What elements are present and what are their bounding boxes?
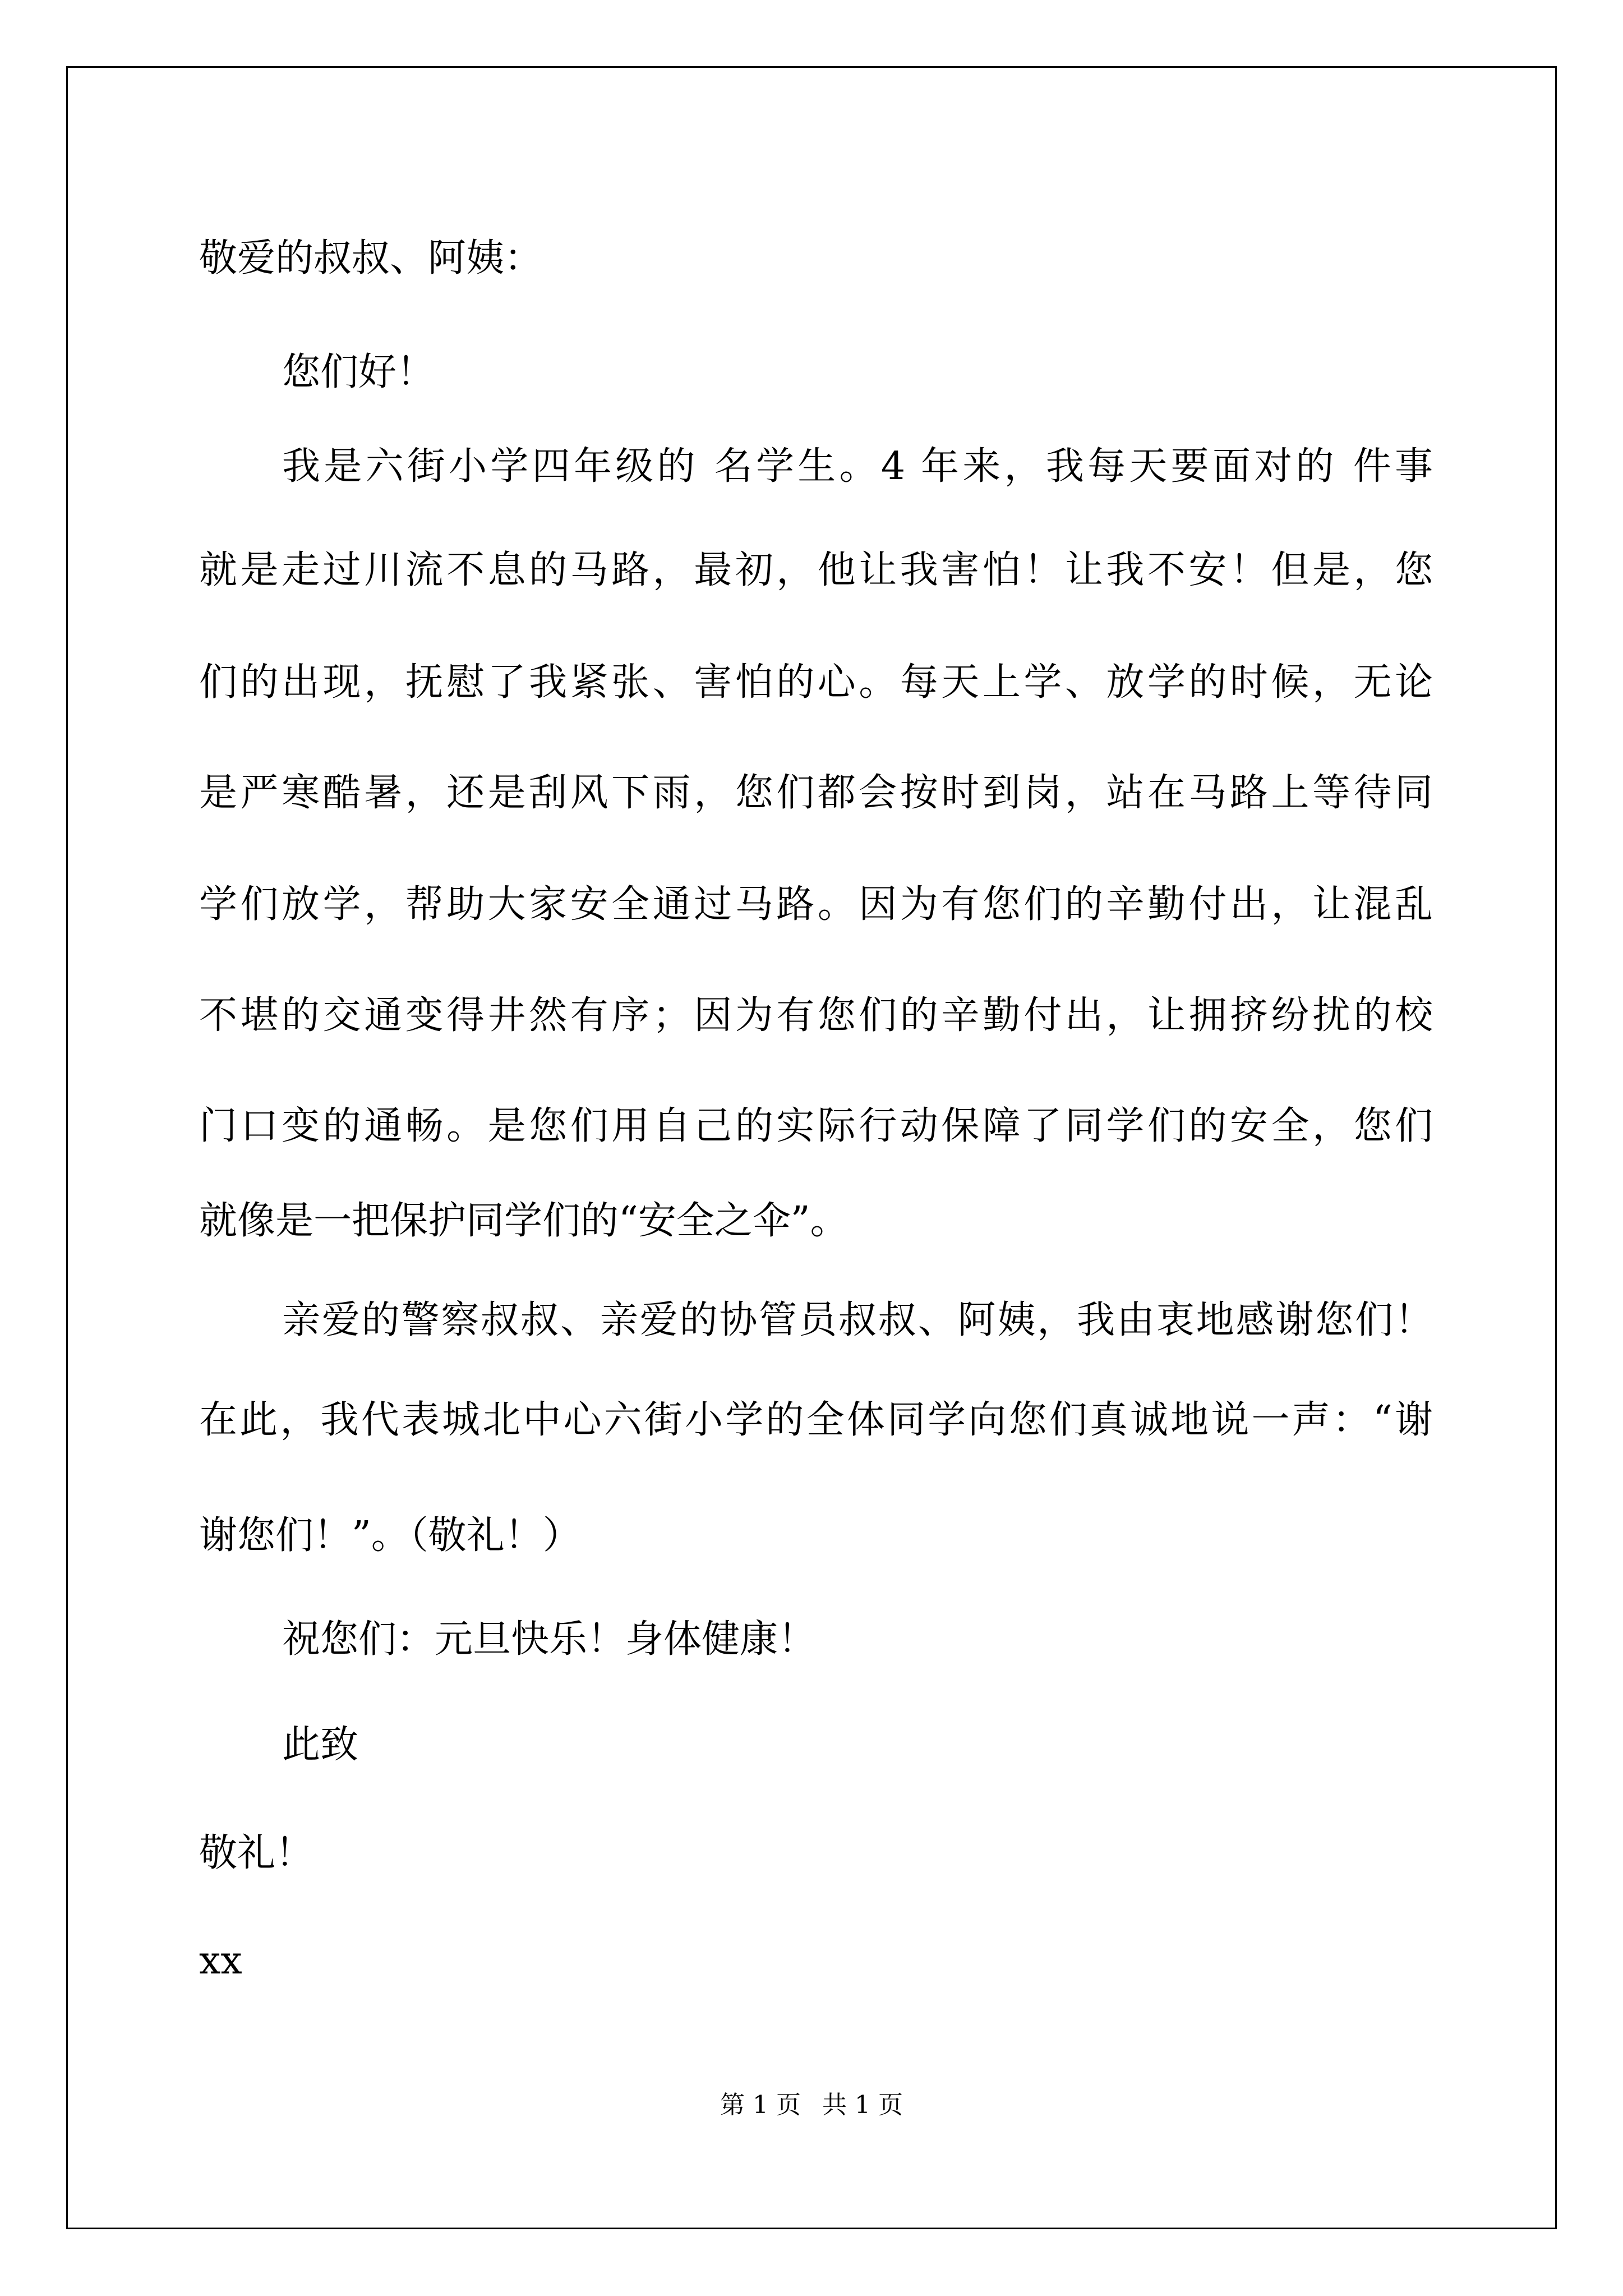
paragraph1-line: 是严寒酷暑，还是刮风下雨，您们都会按时到岗，站在马路上等待同 — [199, 771, 1433, 815]
closing-line-2: 敬礼！ — [199, 1831, 314, 1875]
paragraph2-line: 在此，我代表城北中心六街小学的全体同学向您们真诚地说一声：“谢 — [199, 1398, 1433, 1442]
signature: xx — [199, 1939, 242, 1983]
paragraph1-line: 不堪的交通变得井然有序；因为有您们的辛勤付出，让拥挤纷扰的校 — [199, 993, 1433, 1038]
paragraph1-line: 我是六街小学四年级的 名学生。4 年来，我每天要面对的 件事 — [282, 444, 1433, 489]
paragraph1-line: 就像是一把保护同学们的“安全之伞”。 — [199, 1199, 849, 1243]
page-total: 共 1 页 — [822, 2091, 903, 2119]
salutation: 敬爱的叔叔、阿姨： — [199, 236, 543, 280]
paragraph2-line: 亲爱的警察叔叔、亲爱的协管员叔叔、阿姨，我由衷地感谢您们！ — [282, 1298, 1433, 1342]
page-footer — [0, 2093, 1623, 2118]
paragraph1-line: 们的出现，抚慰了我紧张、害怕的心。每天上学、放学的时候，无论 — [199, 660, 1433, 705]
greeting: 您们好！ — [282, 350, 435, 394]
wishes: 祝您们：元旦快乐！身体健康！ — [282, 1617, 817, 1662]
paragraph1-line: 就是走过川流不息的马路，最初，他让我害怕！让我不安！但是，您 — [199, 548, 1433, 592]
paragraph1-line: 学们放学，帮助大家安全通过马路。因为有您们的辛勤付出，让混乱 — [199, 882, 1433, 927]
closing-line-1: 此致 — [282, 1723, 359, 1767]
page-number: 第 1 页 — [720, 2091, 801, 2119]
paragraph1-line: 门口变的通畅。是您们用自己的实际行动保障了同学们的安全，您们 — [199, 1104, 1433, 1148]
paragraph2-line: 谢您们！”。（敬礼！） — [199, 1513, 581, 1558]
